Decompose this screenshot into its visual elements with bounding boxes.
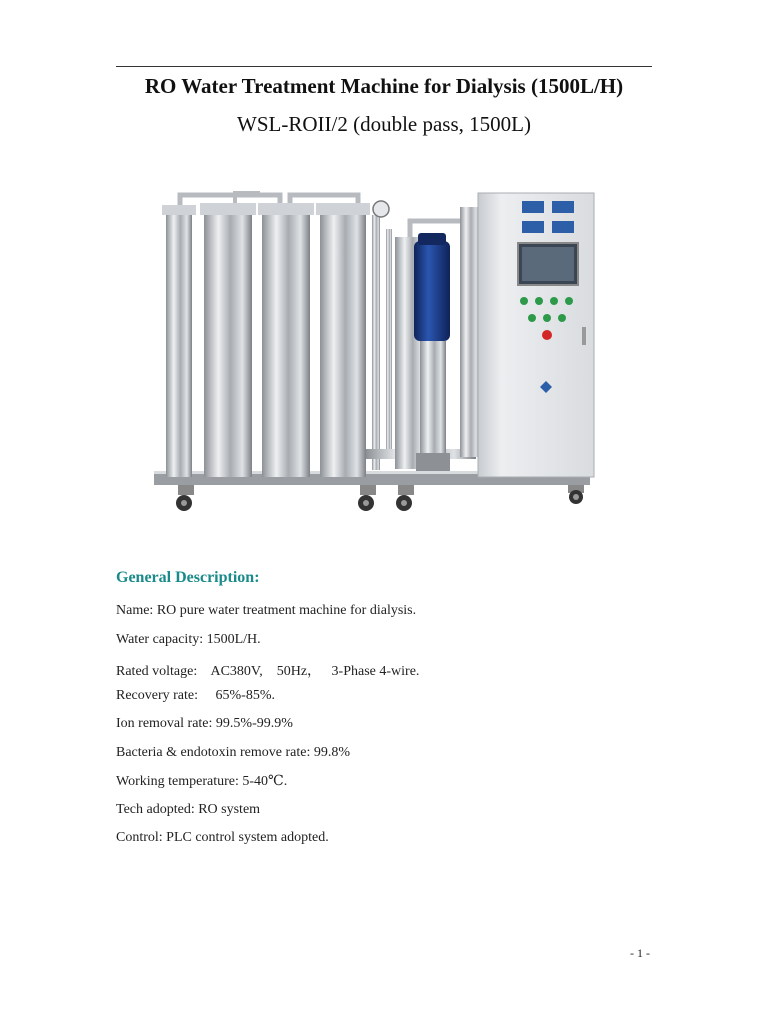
membrane-vessel [200, 203, 256, 477]
castor-wheel [176, 485, 194, 511]
membrane-vessel [162, 205, 196, 477]
product-photo [150, 185, 600, 520]
spec-name: Name: RO pure water treatment machine for dialysis. [116, 603, 417, 618]
castor-wheel [396, 485, 414, 511]
spec-tech-adopted: Tech adopted: RO system [116, 802, 261, 817]
document-subtitle: WSL-ROII/2 (double pass, 1500L) [237, 112, 531, 136]
section-heading: General Description: [116, 569, 260, 586]
page-number: - 1 - [630, 946, 650, 960]
spec-ion-removal-rate: Ion removal rate: 99.5%-99.9% [116, 716, 293, 731]
spec-water-capacity: Water capacity: 1500L/H. [116, 632, 261, 647]
spec-recovery-rate: Recovery rate: 65%-85%. [116, 688, 275, 703]
membrane-vessel [258, 203, 314, 477]
spec-working-temperature: Working temperature: 5-40℃. [116, 774, 288, 789]
spec-control: Control: PLC control system adopted. [116, 830, 329, 845]
top-rule [116, 66, 652, 67]
spec-rated-voltage: Rated voltage: AC380V, 50Hz， 3-Phase 4-wire. [116, 664, 420, 679]
spec-bacteria-removal-rate: Bacteria & endotoxin remove rate: 99.8% [116, 745, 351, 760]
membrane-vessel [316, 203, 370, 477]
castor-wheel [568, 485, 584, 504]
document-title: RO Water Treatment Machine for Dialysis (1500L/H) [144, 74, 624, 98]
castor-wheel [358, 485, 376, 511]
control-cabinet [478, 193, 594, 477]
